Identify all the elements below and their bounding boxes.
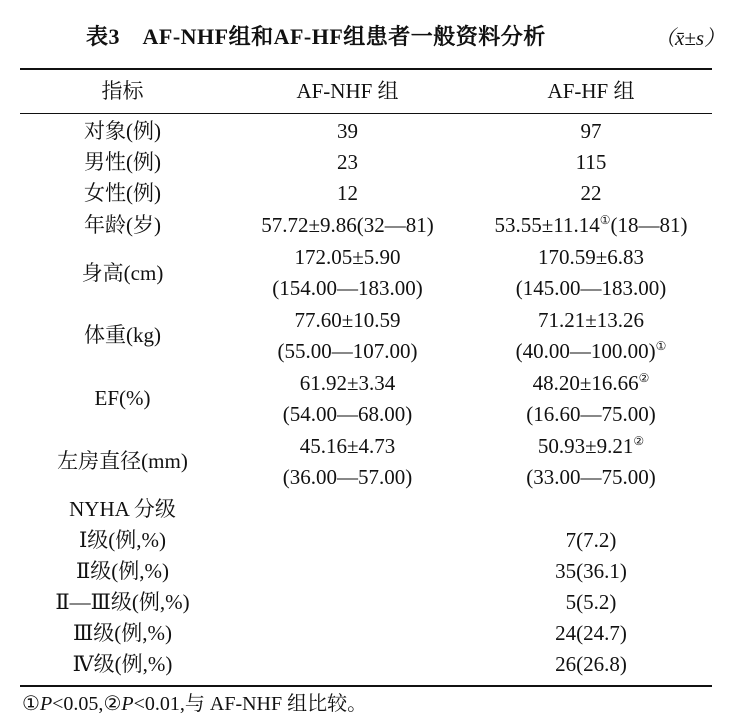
row-hf-value: 22 (580, 181, 602, 205)
significance-mark: ② (633, 434, 645, 448)
row-label: 对象(例) (84, 119, 161, 143)
significance-mark: ① (655, 339, 667, 353)
row-label: 身高(cm) (81, 261, 164, 285)
row-label: EF(%) (94, 386, 151, 410)
row-hf-value: 71.21±13.26 (40.00—100.00)① (515, 308, 667, 363)
table-footnote: ①P<0.05,②P<0.01,与 AF-NHF 组比较。 (22, 693, 368, 715)
row-nhf-value: 45.16±4.73 (36.00—57.00) (282, 434, 413, 489)
row-nhf-value: 57.72±9.86(32—81) (261, 213, 434, 237)
row-hf-value: 53.55±11.14①(18—81) (494, 213, 688, 237)
header-rule (20, 113, 712, 114)
header-af-nhf: AF-NHF 组 (296, 79, 399, 103)
table-title-statistic: （x̄±s） (654, 26, 726, 50)
row-hf-value: 115 (575, 150, 607, 174)
row-nhf-value: 23 (337, 150, 358, 174)
nyha-row-hf-value: 26(26.8) (555, 652, 627, 676)
row-nhf-value: 12 (337, 181, 358, 205)
row-nhf-value: 39 (337, 119, 358, 143)
row-hf-value: 48.20±16.66② (16.60—75.00) (526, 371, 656, 426)
nyha-row-label: Ⅳ级(例,%) (72, 652, 173, 676)
row-label: 年龄(岁) (84, 213, 161, 237)
row-hf-value: 170.59±6.83 (145.00—183.00) (515, 245, 667, 300)
top-rule (20, 68, 712, 70)
nyha-label: NYHA 分级 (69, 497, 176, 521)
nyha-row-label: Ⅰ级(例,%) (78, 528, 167, 552)
row-hf-value: 50.93±9.21② (33.00—75.00) (526, 434, 656, 489)
row-hf-value: 97 (580, 119, 602, 143)
header-af-hf: AF-HF 组 (547, 79, 635, 103)
nyha-row-hf-value: 7(7.2) (565, 528, 617, 552)
significance-mark: ② (638, 371, 650, 385)
table-title-text: 表3 AF-NHF组和AF-HF组患者一般资料分析 (86, 24, 546, 49)
bottom-rule (20, 685, 712, 687)
significance-mark: ① (599, 213, 611, 227)
nyha-row-label: Ⅱ级(例,%) (75, 559, 169, 583)
nyha-row-label: Ⅱ—Ⅲ级(例,%) (55, 590, 190, 614)
row-nhf-value: 77.60±10.59 (55.00—107.00) (277, 308, 418, 363)
nyha-row-hf-value: 5(5.2) (565, 590, 617, 614)
nyha-row-hf-value: 35(36.1) (555, 559, 627, 583)
row-nhf-value: 61.92±3.34 (54.00—68.00) (282, 371, 413, 426)
row-label: 女性(例) (84, 181, 161, 205)
table-title (0, 14, 730, 54)
row-label: 男性(例) (84, 150, 161, 174)
row-nhf-value: 172.05±5.90 (154.00—183.00) (272, 245, 423, 300)
header-indicator: 指标 (101, 79, 144, 103)
nyha-row-hf-value: 24(24.7) (555, 621, 627, 645)
row-label: 左房直径(mm) (57, 449, 188, 473)
row-label: 体重(kg) (84, 323, 161, 347)
nyha-row-label: Ⅲ级(例,%) (73, 621, 172, 645)
